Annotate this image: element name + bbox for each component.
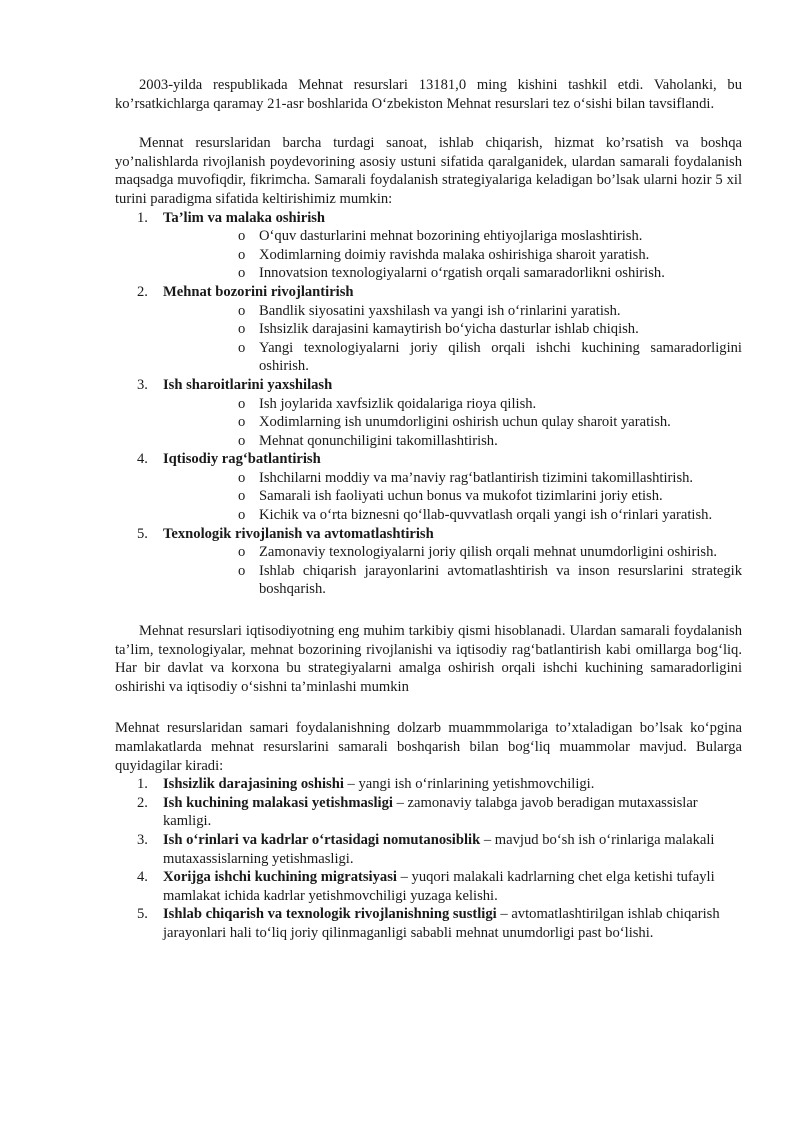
bullet-icon: o [238,432,246,449]
strategy-sublist [163,227,742,283]
sub-list-item [163,339,742,376]
list-number: 3. [137,831,148,848]
problem-text: – avtomatlashtirilgan ishlab chiqarish jarayonlari hali to‘liq joriy qilinmaganligi sababli mehnat unumdorligi past bo‘lishi. [163,906,720,941]
bullet-icon: o [238,321,246,338]
sub-item-text: Innovatsion texnologiyalarni o‘rgatish orqali samaradorlikni oshirish. [259,265,665,282]
problem-title: Ish kuchining malakasi yetishmasligi [163,794,393,811]
strategies-list [115,209,742,599]
sub-item-text: Ishsizlik darajasini kamaytirish bo‘yicha dasturlar ishlab chiqish. [259,321,639,338]
sub-item-text: Yangi texnologiyalarni joriy qilish orqali ishchi kuchining samaradorligini oshirish. [259,339,742,375]
strategy-title: Ish sharoitlarini yaxshilash [163,376,333,393]
bullet-icon: o [238,265,246,282]
problem-item [115,905,723,942]
sub-item-text: Mehnat qonunchiligini takomillashtirish. [259,432,498,449]
strategy-sublist [163,469,742,525]
problems-list [115,775,742,942]
bullet-icon: o [238,562,246,579]
bullet-icon: o [238,395,246,412]
sub-list-item [163,302,742,321]
strategy-title: Ta’lim va malaka oshirish [163,209,326,226]
strategy-title: Iqtisodiy rag‘batlantirish [163,451,321,468]
sub-item-text: Xodimlarning doimiy ravishda malaka oshirishiga sharoit yaratish. [259,246,650,263]
sub-list-item [163,543,742,562]
list-number: 4. [137,451,148,468]
sub-list-item [163,432,742,451]
sub-item-text: Ishlab chiqarish jarayonlarini avtomatlashtirish va inson resurslarini strategik boshqarish. [259,562,742,598]
list-number: 4. [137,869,148,886]
strategy-item [115,525,742,599]
bullet-icon: o [238,228,246,245]
bullet-icon: o [238,246,246,263]
intro-paragraph-1: 2003-yilda respublikada Mehnat resurslari 13181,0 ming kishini tashkil etdi. Vaholanki, bu ko’rsatkichlarga qaramay 21-asr boshlarida O‘zbekiston Mehnat resurslari tez o‘sishi bilan tavsiflandi. [115,77,742,112]
summary-paragraph: Mehnat resurslari iqtisodiyotning eng muhim tarkibiy qismi hisoblanadi. Ulardan samarali foydalanish ta’lim, texnologiyalar, mehnat bozorining rivojlanishi va iqtisodiy rag‘batlantirish kabi omillarga bog‘liq. Har bir davlat va korxona bu strategiyalarni amalga oshirish orqali ishchi kuchining samaradorligini oshirishi va iqtisodiy o‘sishni ta’minlashi mumkin [115,623,742,695]
problem-title: Ishlab chiqarish va texnologik rivojlanishning sustligi [163,906,497,923]
problem-item [115,831,723,868]
sub-list-item [163,227,742,246]
document-page [115,76,742,943]
strategy-title: Mehnat bozorini rivojlantirish [163,283,354,300]
sub-list-item [163,264,742,283]
problem-text: – yangi ish o‘rinlarining yetishmovchiligi. [343,776,595,793]
list-number: 2. [137,283,148,300]
list-number: 1. [137,209,148,226]
sub-list-item [163,320,742,339]
bullet-icon: o [238,469,246,486]
sub-item-text: Zamonaviy texnologiyalarni joriy qilish orqali mehnat unumdorligini oshirish. [259,544,718,561]
problem-item [115,775,723,794]
sub-item-text: O‘quv dasturlarini mehnat bozorining ehtiyojlariga moslashtirish. [259,228,643,245]
sub-list-item [163,395,742,414]
sub-item-text: Kichik va o‘rta biznesni qo‘llab-quvvatlash orqali yangi ish o‘rinlari yaratish. [259,507,713,524]
intro-paragraph-2: Mennat resurslaridan barcha turdagi sanoat, ishlab chiqarish, hizmat ko’rsatish va boshqa yo’nalishlarda rivojlanish poydevorining asosiy ustuni sifatida qaralganidek, ulardan samarali foydalanish maqsadga muvofiqdir, fikrimcha. Samarali foydalanish strategiyalariga keladigan bo’lsak ularni hozir 5 xil turini paradigma sifatida keltirishimiz mumkin: [115,135,742,207]
sub-item-text: Xodimlarning ish unumdorligini oshirish uchun qulay sharoit yaratish. [259,414,671,431]
problem-text: – mavjud bo‘sh ish o‘rinlariga malakali mutaxassislarning yetishmasligi. [163,831,715,867]
sub-list-item [163,506,742,525]
sub-list-item [163,413,742,432]
bullet-icon: o [238,544,246,561]
problem-text: – zamonaviy talabga javob beradigan mutaxassislar kamligi. [163,794,698,830]
problem-title: Ish o‘rinlari va kadrlar o‘rtasidagi nomutanosiblik [163,831,481,848]
list-number: 3. [137,376,148,393]
list-number: 5. [137,906,148,923]
strategy-item [115,450,742,524]
problems-intro-paragraph: Mehnat resurslaridan samari foydalanishning dolzarb muammmolariga to’xtaladigan bo’lsak ko‘pgina mamlakatlarda mehnat resurslarini samarali boshqarish bilan bog‘liq muammolar mavjud. Bularga quyidagilar kiradi: [115,720,742,774]
bullet-icon: o [238,507,246,524]
strategy-item [115,209,742,283]
strategy-sublist [163,302,742,376]
sub-list-item [163,562,742,599]
bullet-icon: o [238,302,246,319]
strategy-title: Texnologik rivojlanish va avtomatlashtirish [163,525,434,542]
problem-item [115,794,723,831]
sub-item-text: Samarali ish faoliyati uchun bonus va mukofot tizimlarini joriy etish. [259,488,663,505]
strategy-sublist [163,395,742,451]
problem-item [115,868,723,905]
sub-item-text: Ishchilarni moddiy va ma’naviy rag‘batlantirish tizimini takomillashtirish. [259,469,694,486]
sub-list-item [163,469,742,488]
problem-title: Xorijga ishchi kuchining migratsiyasi [163,869,397,886]
bullet-icon: o [238,339,246,356]
strategy-sublist [163,543,742,599]
sub-list-item [163,487,742,506]
bullet-icon: o [238,488,246,505]
sub-item-text: Ish joylarida xavfsizlik qoidalariga rioya qilish. [259,395,537,412]
bullet-icon: o [238,414,246,431]
problem-title: Ishsizlik darajasining oshishi [163,776,344,793]
strategy-item [115,376,742,450]
sub-list-item [163,246,742,265]
list-number: 2. [137,794,148,811]
sub-item-text: Bandlik siyosatini yaxshilash va yangi ish o‘rinlarini yaratish. [259,302,621,319]
list-number: 5. [137,525,148,542]
problem-text: – yuqori malakali kadrlarning chet elga ketishi tufayli mamlakat ichida kadrlar yetishmovchiligi yuzaga kelishi. [163,869,715,904]
list-number: 1. [137,776,148,793]
strategy-item [115,283,742,376]
